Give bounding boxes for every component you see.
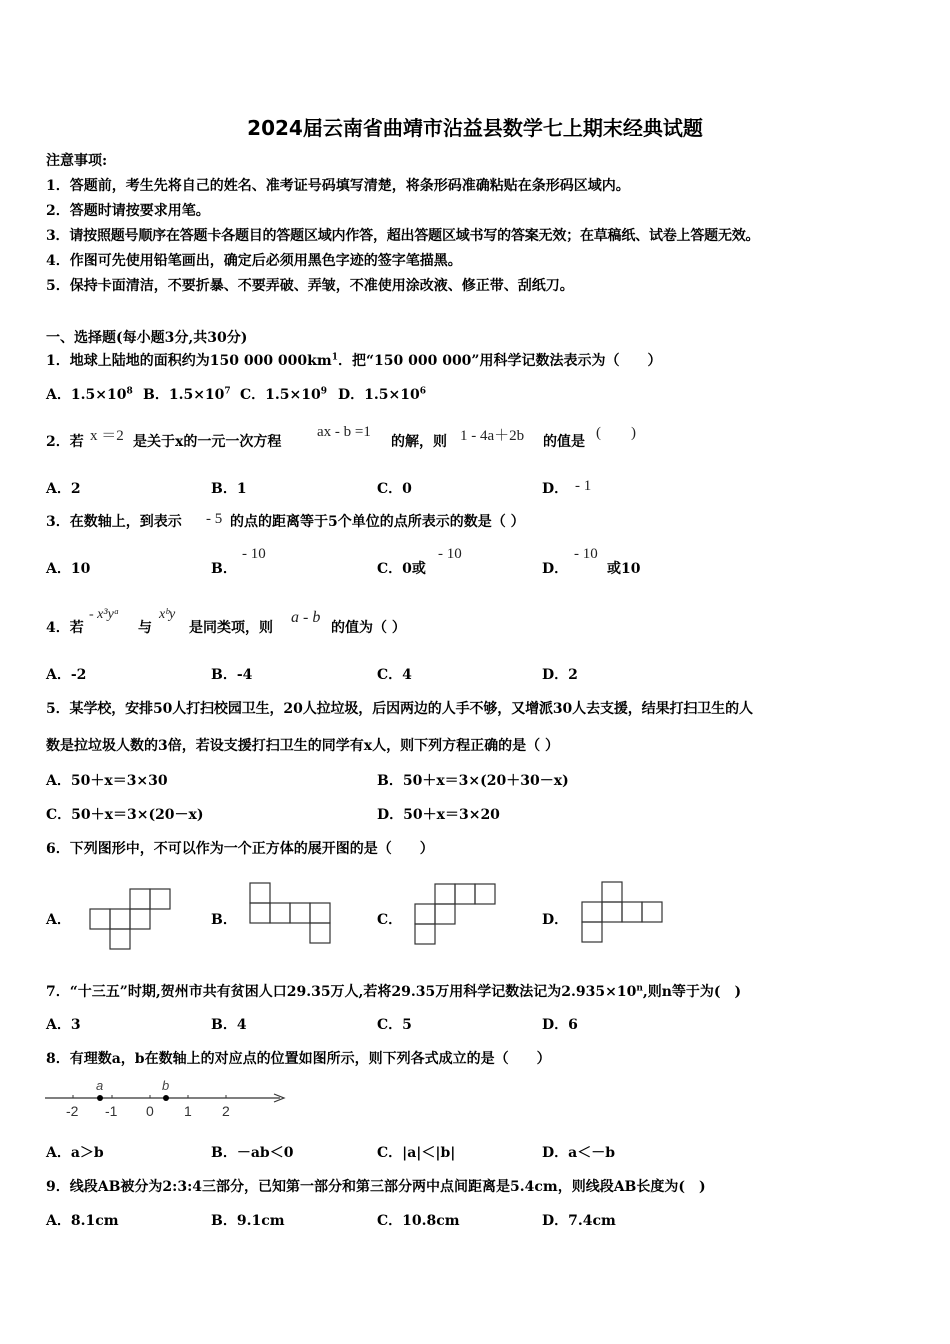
question-3-option-d-tail: 或10: [607, 561, 641, 577]
question-9-option-b: B．9.1cm: [211, 1213, 285, 1229]
notice-item-1: 1．答题前，考生先将自己的姓名、准考证号码填写清楚，将条形码准确粘贴在条形码区域内。: [46, 178, 630, 194]
cube-net-figure-a: [88, 887, 172, 951]
cube-net-figure-b: [248, 881, 332, 945]
tick-label-neg2: -2: [66, 1103, 79, 1119]
question-4-part-1: 4．若: [46, 620, 84, 636]
question-4-option-a: A．-2: [46, 667, 87, 683]
question-3-option-d-value: - 10: [574, 546, 598, 562]
section-heading: 一、选择题(每小题3分,共30分): [46, 330, 248, 346]
question-4-math-2: xᵇy: [159, 607, 176, 622]
question-6-option-b: B．: [211, 912, 237, 928]
question-1-stem: 1．地球上陆地的面积约为150 000 $000km^1$．把“150 000 000”用科学记数法表示为（ ）: [46, 352, 662, 369]
question-9-stem: 9．线段AB被分为2:3:4三部分，已知第一部分和第三部分两中点间距离是5.4cm，则线段AB长度为( ): [46, 1179, 706, 1195]
number-line-figure: [40, 1078, 290, 1122]
question-1-option-c: C．$1.5\times 10^9$: [240, 386, 327, 403]
question-5-line-1: 5．某学校，安排50人打扫校园卫生，20人拉垃圾，后因两边的人手不够，又增派30人去支援，结果打扫卫生的人: [46, 701, 753, 717]
tick-label-2: 2: [222, 1103, 230, 1119]
question-4-option-b: B．-4: [211, 667, 253, 683]
question-4-part-4: 的值为（ ）: [331, 620, 406, 636]
question-3-option-d: D．: [542, 561, 569, 577]
question-2-part-4: 的值是: [543, 434, 585, 450]
question-2-part-2: 是关于x的一元一次方程: [133, 434, 282, 450]
question-2-option-a: A．2: [46, 481, 81, 497]
question-3-option-b: B．: [211, 561, 237, 577]
question-4-part-3: 是同类项，则: [189, 620, 273, 636]
question-8-option-d: D．a＜－b: [542, 1145, 616, 1161]
question-3-option-c: C．0或: [377, 561, 426, 577]
question-4-option-c: C．4: [377, 667, 412, 683]
question-6-option-a: A．: [46, 912, 71, 928]
question-2-option-c: C．0: [377, 481, 412, 497]
cube-net-figure-d: [580, 880, 664, 944]
question-2-math-2: ax - b =1: [317, 424, 371, 440]
point-b-marker: [163, 1095, 169, 1101]
question-2-option-d-value: - 1: [575, 478, 592, 494]
question-7-option-a: A．3: [46, 1017, 81, 1033]
question-3-option-a: A．10: [46, 561, 91, 577]
tick-label-1: 1: [184, 1103, 192, 1119]
question-3-math-1: - 5: [206, 511, 223, 527]
point-b-label: b: [162, 1078, 170, 1093]
question-3-option-b-value: - 10: [242, 546, 266, 562]
question-9-option-d: D．7.4cm: [542, 1213, 616, 1229]
question-2-option-d: D．: [542, 481, 569, 497]
question-7-option-b: B．4: [211, 1017, 247, 1033]
page-title: 2024届云南省曲靖市沾益县数学七上期末经典试题: [247, 116, 703, 140]
notice-item-2: 2．答题时请按要求用笔。: [46, 203, 210, 219]
question-3-part-2: 的点的距离等于5个单位的点所表示的数是（ ）: [230, 514, 525, 530]
question-5-option-d: D．50＋x＝3×20: [377, 807, 500, 823]
question-9-option-a: A．8.1cm: [46, 1213, 119, 1229]
notice-item-4: 4．作图可先使用铅笔画出，确定后必须用黑色字迹的签字笔描黑。: [46, 253, 462, 269]
notice-heading: 注意事项:: [46, 153, 108, 169]
question-2-part-3: 的解，则: [391, 434, 447, 450]
question-8-stem: 8．有理数a，b在数轴上的对应点的位置如图所示，则下列各式成立的是（ ）: [46, 1051, 551, 1067]
question-8-option-a: A．a＞b: [46, 1145, 104, 1161]
question-4-option-d: D．2: [542, 667, 578, 683]
question-8-option-c: C．|a|＜|b|: [377, 1145, 456, 1161]
notice-item-5: 5．保持卡面清洁，不要折暴、不要弄破、弄皱，不准使用涂改液、修正带、刮纸刀。: [46, 278, 574, 294]
question-7-option-c: C．5: [377, 1017, 412, 1033]
question-2-part-1: 2．若: [46, 434, 84, 450]
notice-item-3: 3．请按照题号顺序在答题卡各题目的答题区域内作答，超出答题区域书写的答案无效；在草稿纸、试卷上答题无效。: [46, 228, 760, 244]
question-1-option-d: D．$1.5\times 10^6$: [338, 386, 426, 403]
tick-label-0: 0: [146, 1103, 154, 1119]
tick-label-neg1: -1: [105, 1103, 118, 1119]
question-8-option-b: B．－ab＜0: [211, 1145, 294, 1161]
question-1-option-a: A．$1.5\times 10^8$: [46, 386, 133, 403]
question-2-math-4: ( ): [596, 425, 636, 441]
question-7-stem: 7．“十三五”时期,贺州市共有贫困人口29.35万人,若将29.35万用科学记数法记为$2.935\times 10^n$,则n等于为( ): [46, 983, 742, 1000]
question-3-part-1: 3．在数轴上，到表示: [46, 514, 182, 530]
point-a-marker: [97, 1095, 103, 1101]
question-7-option-d: D．6: [542, 1017, 578, 1033]
question-6-stem: 6．下列图形中，不可以作为一个正方体的展开图的是（ ）: [46, 841, 434, 857]
question-4-math-1: - x³yᵃ: [89, 607, 120, 622]
question-1-option-b: B．$1.5\times 10^7$: [143, 386, 231, 403]
question-2-math-3: 1 - 4a＋2b: [460, 428, 525, 444]
question-9-option-c: C．10.8cm: [377, 1213, 460, 1229]
question-2-option-b: B．1: [211, 481, 247, 497]
question-5-option-b: B．50＋x＝3×(20＋30－x): [377, 773, 569, 789]
question-2-math-1: x ＝2: [90, 428, 124, 444]
question-3-option-c-value: - 10: [438, 546, 462, 562]
question-4-math-3: a - b: [291, 609, 321, 626]
question-6-option-c: C．: [377, 912, 403, 928]
point-a-label: a: [96, 1078, 104, 1093]
question-5-option-a: A．50＋x＝3×30: [46, 773, 168, 789]
question-5-option-c: C．50＋x＝3×(20－x): [46, 807, 204, 823]
question-4-part-2: 与: [138, 620, 152, 636]
question-5-line-2: 数是拉垃圾人数的3倍，若设支援打扫卫生的同学有x人，则下列方程正确的是（ ）: [46, 738, 559, 754]
question-6-option-d: D．: [542, 912, 569, 928]
cube-net-figure-c: [413, 882, 497, 946]
